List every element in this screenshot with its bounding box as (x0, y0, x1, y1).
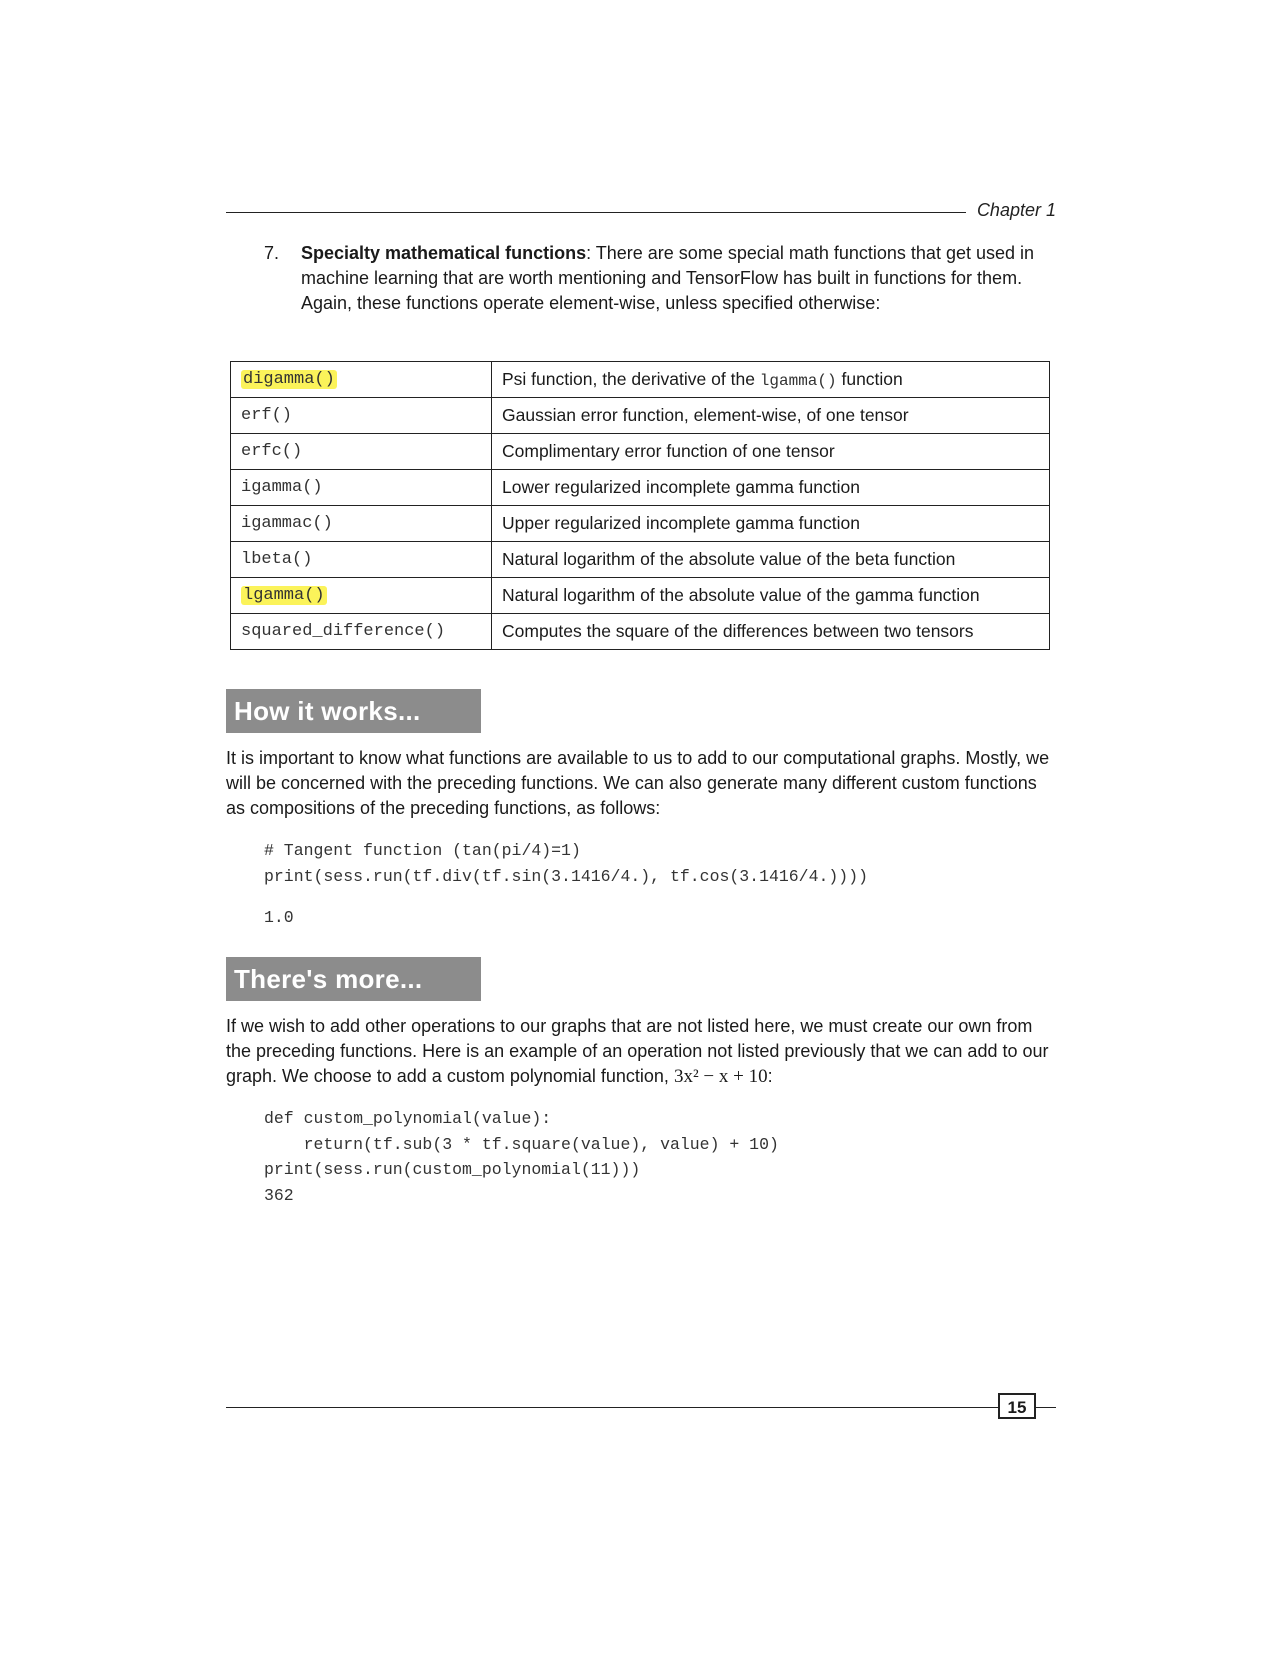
function-name: igammac() (241, 514, 333, 533)
theres-more-text-end: : (767, 1066, 773, 1086)
function-desc-cell (492, 578, 1050, 614)
table-row (231, 542, 1050, 578)
running-header (226, 198, 1056, 226)
function-desc: Computes the square of the differences between two tensors (502, 621, 974, 641)
function-desc: Natural logarithm of the absolute value of the gamma function (502, 585, 980, 605)
function-desc: Psi function, the derivative of the (502, 369, 760, 389)
theres-more-paragraph (226, 1014, 1056, 1089)
function-desc-cell (492, 434, 1050, 470)
function-name: erfc() (241, 442, 303, 461)
polynomial-formula: 3x² − x + 10 (673, 1066, 768, 1087)
function-desc: Complimentary error function of one tensor (502, 441, 835, 461)
function-name-cell (231, 434, 492, 470)
theres-more-text: If we wish to add other operations to our graphs that are not listed here, we must create our own from the preceding functions. Here is an example of an operation not listed previously that we can add to our graph. We choose to add a custom polynomial function, (226, 1016, 1049, 1086)
function-name-cell (231, 614, 492, 650)
function-name-cell (231, 470, 492, 506)
function-name: digamma() (243, 370, 335, 389)
function-desc-code: lgamma() (759, 372, 837, 390)
how-it-works-paragraph: It is important to know what functions are available to us to add to our computational graphs. Mostly, we will be concerned with the preceding functions. We can also generate many different custom functions as compositions of the preceding functions, as follows: (226, 748, 1050, 818)
function-name-cell (231, 542, 492, 578)
function-desc-cell (492, 614, 1050, 650)
function-desc: Gaussian error function, element-wise, of one tensor (502, 405, 909, 425)
header-rule (226, 212, 966, 213)
function-desc-cell (492, 398, 1050, 434)
list-item-term: Specialty mathematical functions (301, 243, 587, 263)
function-name-cell (231, 578, 492, 614)
table-row (231, 398, 1050, 434)
function-name-cell (231, 362, 492, 398)
table-row (231, 614, 1050, 650)
function-name: erf() (241, 406, 293, 425)
footer-rule (226, 1407, 1056, 1408)
table-row (231, 470, 1050, 506)
function-desc: Upper regularized incomplete gamma function (502, 513, 860, 533)
table-row (231, 506, 1050, 542)
function-desc: Natural logarithm of the absolute value of the beta function (502, 549, 956, 569)
code-output-tangent: 1.0 (264, 908, 294, 927)
code-block-polynomial: def custom_polynomial(value): return(tf.sub(3 * tf.square(value), value) + 10) print(sess.run(custom_polynomial(11))) 362 (264, 1109, 779, 1205)
function-name-cell (231, 506, 492, 542)
page-footer (226, 1393, 1056, 1421)
list-item-body (301, 241, 1044, 316)
function-desc-cell (492, 362, 1050, 398)
list-number: 7. (264, 243, 280, 263)
function-desc-cell (492, 506, 1050, 542)
function-desc-after: function (836, 369, 903, 389)
function-name: lgamma() (243, 586, 325, 605)
page-number: 15 (998, 1393, 1036, 1419)
function-name: igamma() (241, 478, 323, 497)
section-heading-how-it-works: How it works... (226, 689, 481, 733)
function-name: squared_difference() (241, 622, 446, 641)
function-desc: Lower regularized incomplete gamma function (502, 477, 860, 497)
section-heading-theres-more: There's more... (226, 957, 481, 1001)
function-desc-cell (492, 470, 1050, 506)
function-name: lbeta() (241, 550, 313, 569)
table-row (231, 578, 1050, 614)
table-row (231, 434, 1050, 470)
code-block-tangent: # Tangent function (tan(pi/4)=1) print(sess.run(tf.div(tf.sin(3.1416/4.), tf.cos(3.1416/4.)))) (264, 841, 868, 886)
function-desc-cell (492, 542, 1050, 578)
function-name-cell (231, 398, 492, 434)
table-row (231, 362, 1050, 398)
function-table (230, 361, 1050, 650)
list-item-text: : There are some special math functions that get used in machine learning that are worth mentioning and TensorFlow has built in functions for them. Again, these functions operate element-wise, unless specified otherwise: (301, 243, 1035, 313)
list-item-7 (264, 241, 1044, 316)
chapter-label: Chapter 1 (976, 200, 1056, 220)
